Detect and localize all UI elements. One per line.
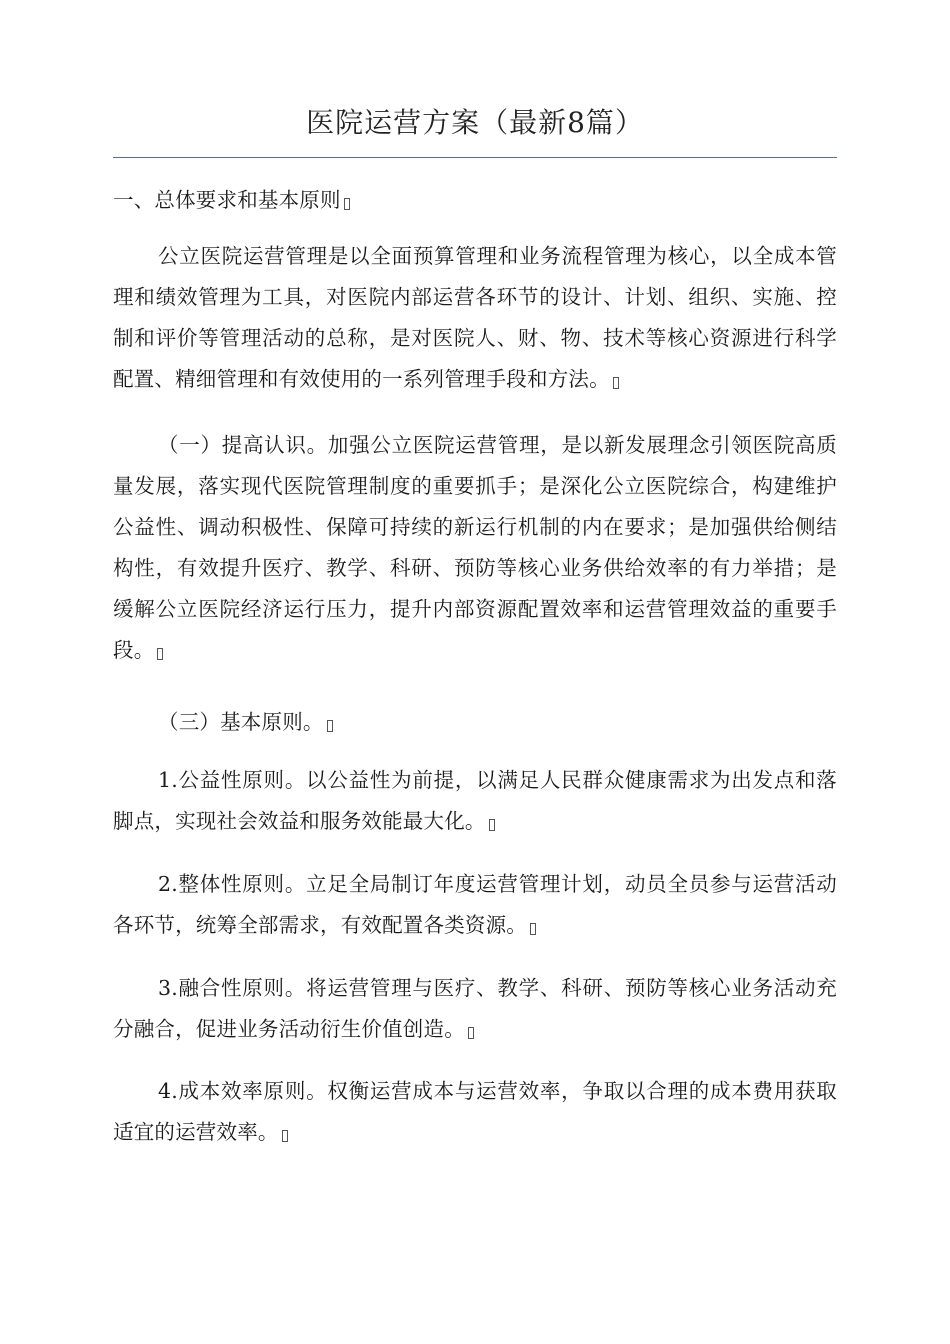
principle-item-1-text: 1.公益性原则。以公益性为前提，以满足人民群众健康需求为出发点和落脚点，实现社会效益和服务效能最大化。 <box>113 768 837 833</box>
section-heading-text: 一、总体要求和基本原则 <box>113 188 341 212</box>
subsection-heading <box>113 702 837 743</box>
paragraph-mark-icon <box>282 1130 288 1142</box>
paragraph-mark-icon <box>468 1027 474 1039</box>
paragraph-awareness-text: （一）提高认识。加强公立医院运营管理，是以新发展理念引领医院高质量发展，落实现代医院管理制度的重要抓手；是深化公立医院综合，构建维护公益性、调动积极性、保障可持续的新运行机制的内在要求；是加强供给侧结构性，有效提升医疗、教学、科研、预防等核心业务供给效率的有力举措；是缓解公立医院经济运行压力，提升内部资源配置效率和运营管理效益的重要手段。 <box>113 433 837 662</box>
paragraph-mark-icon <box>489 819 495 831</box>
paragraph-mark-icon <box>530 923 536 935</box>
paragraph-awareness <box>113 425 837 671</box>
principle-item-3 <box>113 968 837 1050</box>
paragraph-mark-icon <box>344 198 350 210</box>
principle-item-3-text: 3.融合性原则。将运营管理与医疗、教学、科研、预防等核心业务活动充分融合，促进业务活动衍生价值创造。 <box>113 976 837 1041</box>
principle-item-2-text: 2.整体性原则。立足全局制订年度运营管理计划，动员全员参与运营活动各环节，统筹全部需求，有效配置各类资源。 <box>113 872 837 937</box>
principle-item-1 <box>113 760 837 842</box>
paragraph-mark-icon <box>157 648 163 660</box>
document-title: 医院运营方案（最新8篇） <box>306 106 644 139</box>
section-heading <box>113 180 837 221</box>
principle-item-2 <box>113 864 837 946</box>
paragraph-mark-icon <box>613 377 619 389</box>
paragraph-mark-icon <box>327 720 333 732</box>
subsection-heading-text: （三）基本原则。 <box>158 710 324 734</box>
principle-item-4 <box>113 1071 837 1153</box>
title-divider <box>113 157 837 158</box>
paragraph-intro <box>113 236 837 400</box>
principle-item-4-text: 4.成本效率原则。权衡运营成本与运营效率，争取以合理的成本费用获取适宜的运营效率。 <box>113 1079 837 1144</box>
paragraph-intro-text: 公立医院运营管理是以全面预算管理和业务流程管理为核心，以全成本管理和绩效管理为工具，对医院内部运营各环节的设计、计划、组织、实施、控制和评价等管理活动的总称，是对医院人、财、物、技术等核心资源进行科学配置、精细管理和有效使用的一系列管理手段和方法。 <box>113 244 837 391</box>
